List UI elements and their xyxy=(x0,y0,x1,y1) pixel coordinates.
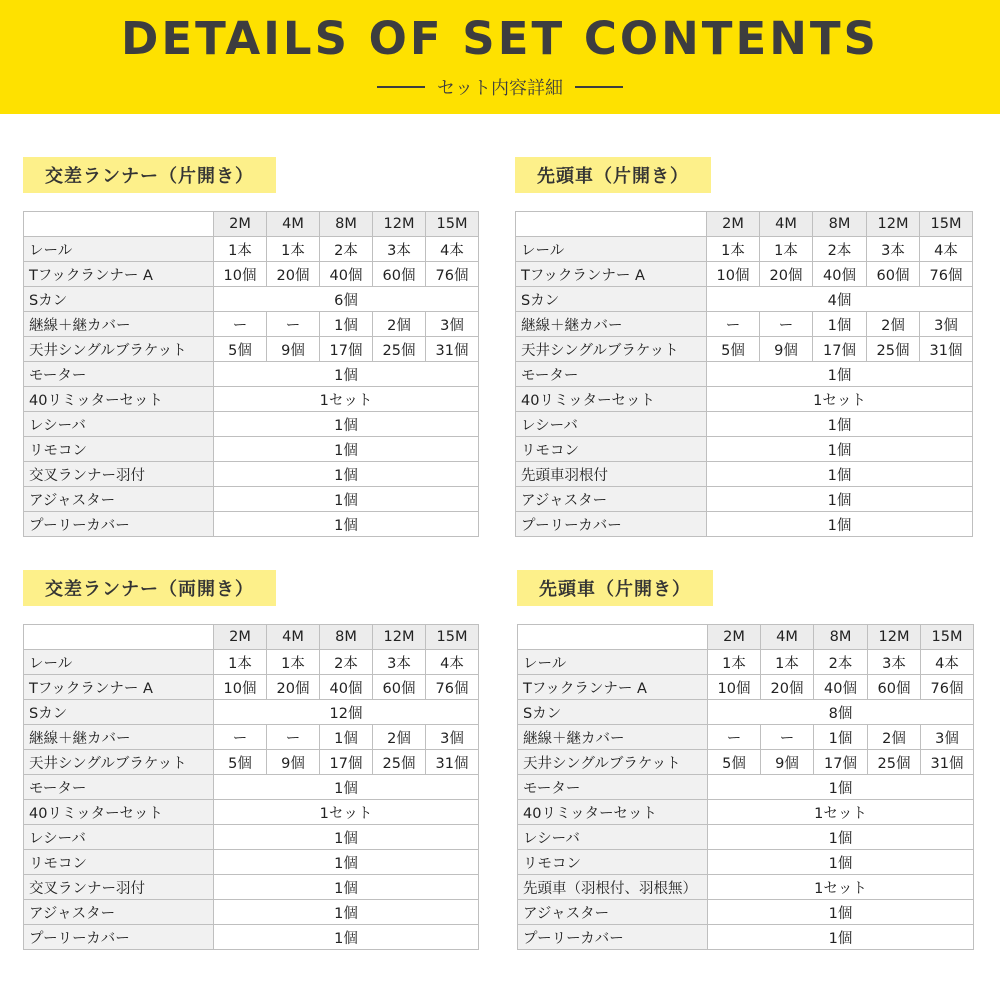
quantity-cell-merged: 1個 xyxy=(707,487,973,512)
quantity-cell: 2個 xyxy=(868,725,921,750)
table-row xyxy=(516,287,973,312)
item-name-cell: アジャスター xyxy=(24,487,214,512)
table-row xyxy=(24,775,479,800)
quantity-cell: 31個 xyxy=(426,337,479,362)
quantity-cell-merged: 1個 xyxy=(708,925,974,950)
quantity-cell-merged: 1セット xyxy=(708,875,974,900)
quantity-cell: 17個 xyxy=(814,750,868,775)
item-name-cell: モーター xyxy=(24,362,214,387)
quantity-cell: ー xyxy=(761,725,814,750)
table-row xyxy=(24,850,479,875)
item-name-cell: Tフックランナー A xyxy=(518,675,708,700)
header-corner-cell xyxy=(516,212,707,237)
quantity-cell: 1個 xyxy=(320,725,373,750)
item-name-cell: レール xyxy=(518,650,708,675)
table-row xyxy=(24,900,479,925)
size-header-cell: 4M xyxy=(267,625,320,650)
item-name-cell: レシーバ xyxy=(516,412,707,437)
item-name-cell: 継線＋継カバー xyxy=(516,312,707,337)
subtitle-left-rule xyxy=(377,86,425,88)
size-header-cell: 4M xyxy=(761,625,814,650)
quantity-cell-merged: 1個 xyxy=(214,487,479,512)
table-row xyxy=(516,312,973,337)
quantity-cell: ー xyxy=(267,725,320,750)
table-row xyxy=(516,487,973,512)
quantity-cell: 25個 xyxy=(868,750,921,775)
quantity-cell-merged: 1個 xyxy=(214,412,479,437)
size-header-cell: 15M xyxy=(920,212,973,237)
item-name-cell: 継線＋継カバー xyxy=(24,312,214,337)
quantity-cell: 1個 xyxy=(814,725,868,750)
quantity-cell: ー xyxy=(214,725,267,750)
item-name-cell: Sカン xyxy=(24,700,214,725)
contents-table xyxy=(23,211,479,537)
item-name-cell: 先頭車羽根付 xyxy=(516,462,707,487)
quantity-cell: 31個 xyxy=(426,750,479,775)
table-row xyxy=(518,775,974,800)
quantity-cell: 9個 xyxy=(761,750,814,775)
contents-table xyxy=(23,624,479,950)
item-name-cell: 天井シングルブラケット xyxy=(24,750,214,775)
page-subtitle: セット内容詳細 xyxy=(437,78,563,99)
quantity-cell: 3本 xyxy=(373,650,426,675)
item-name-cell: 40リミッターセット xyxy=(24,800,214,825)
quantity-cell: 76個 xyxy=(921,675,974,700)
table-row xyxy=(24,437,479,462)
table-row xyxy=(24,462,479,487)
table-row xyxy=(518,650,974,675)
size-header-cell: 15M xyxy=(426,625,479,650)
quantity-cell: 2本 xyxy=(320,237,373,262)
quantity-cell: 3個 xyxy=(426,725,479,750)
quantity-cell-merged: 1セット xyxy=(214,387,479,412)
quantity-cell: 5個 xyxy=(214,337,267,362)
quantity-cell: ー xyxy=(760,312,813,337)
header-corner-cell xyxy=(24,625,214,650)
item-name-cell: レール xyxy=(24,650,214,675)
size-header-cell: 8M xyxy=(814,625,868,650)
quantity-cell: 3本 xyxy=(373,237,426,262)
item-name-cell: プーリーカバー xyxy=(24,512,214,537)
table-row xyxy=(516,262,973,287)
quantity-cell: 40個 xyxy=(320,675,373,700)
item-name-cell: Sカン xyxy=(518,700,708,725)
quantity-cell-merged: 6個 xyxy=(214,287,479,312)
quantity-cell: 2本 xyxy=(320,650,373,675)
size-header-cell: 8M xyxy=(320,625,373,650)
quantity-cell: 5個 xyxy=(214,750,267,775)
table-row xyxy=(24,750,479,775)
item-name-cell: プーリーカバー xyxy=(516,512,707,537)
quantity-cell: 9個 xyxy=(267,337,320,362)
table-row xyxy=(516,387,973,412)
quantity-cell: 1本 xyxy=(267,237,320,262)
quantity-cell-merged: 8個 xyxy=(708,700,974,725)
item-name-cell: Sカン xyxy=(24,287,214,312)
quantity-cell: 25個 xyxy=(867,337,920,362)
table-row xyxy=(24,337,479,362)
table-row xyxy=(516,462,973,487)
table-row xyxy=(518,750,974,775)
table-header-row xyxy=(516,212,973,237)
item-name-cell: モーター xyxy=(518,775,708,800)
quantity-cell: 5個 xyxy=(708,750,761,775)
quantity-cell-merged: 1セット xyxy=(707,387,973,412)
item-name-cell: 交叉ランナー羽付 xyxy=(24,462,214,487)
contents-table xyxy=(515,211,973,537)
item-name-cell: 継線＋継カバー xyxy=(24,725,214,750)
item-name-cell: 交叉ランナー羽付 xyxy=(24,875,214,900)
quantity-cell-merged: 1個 xyxy=(708,900,974,925)
quantity-cell: 2個 xyxy=(867,312,920,337)
table-row xyxy=(518,800,974,825)
quantity-cell-merged: 1個 xyxy=(708,850,974,875)
quantity-cell: ー xyxy=(708,725,761,750)
table-row xyxy=(518,925,974,950)
table-row xyxy=(518,700,974,725)
quantity-cell: 25個 xyxy=(373,750,426,775)
quantity-cell: 10個 xyxy=(707,262,760,287)
quantity-cell: 3本 xyxy=(867,237,920,262)
quantity-cell-merged: 1個 xyxy=(707,362,973,387)
quantity-cell: ー xyxy=(267,312,320,337)
quantity-cell: 1本 xyxy=(708,650,761,675)
quantity-cell-merged: 1個 xyxy=(214,775,479,800)
quantity-cell-merged: 1セット xyxy=(708,800,974,825)
size-header-cell: 8M xyxy=(813,212,867,237)
quantity-cell: 1本 xyxy=(214,237,267,262)
table-row xyxy=(518,850,974,875)
quantity-cell: 20個 xyxy=(761,675,814,700)
quantity-cell: 1本 xyxy=(267,650,320,675)
quantity-cell: 1本 xyxy=(761,650,814,675)
quantity-cell: 2本 xyxy=(814,650,868,675)
table-row xyxy=(24,675,479,700)
item-name-cell: 継線＋継カバー xyxy=(518,725,708,750)
table-row xyxy=(24,387,479,412)
item-name-cell: レシーバ xyxy=(24,825,214,850)
size-header-cell: 15M xyxy=(426,212,479,237)
page-title: DETAILS OF SET CONTENTS xyxy=(121,12,879,65)
quantity-cell: 4本 xyxy=(920,237,973,262)
quantity-cell: 1本 xyxy=(214,650,267,675)
table-row xyxy=(516,237,973,262)
table-row xyxy=(518,875,974,900)
size-header-cell: 12M xyxy=(373,212,426,237)
quantity-cell-merged: 12個 xyxy=(214,700,479,725)
table-row xyxy=(24,925,479,950)
item-name-cell: リモコン xyxy=(518,850,708,875)
item-name-cell: Sカン xyxy=(516,287,707,312)
table-row xyxy=(24,700,479,725)
quantity-cell: 40個 xyxy=(813,262,867,287)
table-row xyxy=(24,800,479,825)
quantity-cell: 2個 xyxy=(373,312,426,337)
quantity-cell: 3本 xyxy=(868,650,921,675)
table-row xyxy=(24,362,479,387)
item-name-cell: プーリーカバー xyxy=(518,925,708,950)
quantity-cell: 2本 xyxy=(813,237,867,262)
item-name-cell: 40リミッターセット xyxy=(24,387,214,412)
header-banner xyxy=(0,0,1000,114)
quantity-cell: 17個 xyxy=(813,337,867,362)
header-corner-cell xyxy=(518,625,708,650)
size-header-cell: 12M xyxy=(373,625,426,650)
section-title: 先頭車（片開き） xyxy=(515,157,711,193)
header-corner-cell xyxy=(24,212,214,237)
size-header-cell: 2M xyxy=(707,212,760,237)
quantity-cell-merged: 1個 xyxy=(214,825,479,850)
subtitle-right-rule xyxy=(575,86,623,88)
quantity-cell: 5個 xyxy=(707,337,760,362)
quantity-cell: 60個 xyxy=(867,262,920,287)
item-name-cell: 天井シングルブラケット xyxy=(24,337,214,362)
quantity-cell-merged: 1個 xyxy=(707,512,973,537)
size-header-cell: 4M xyxy=(760,212,813,237)
size-header-cell: 4M xyxy=(267,212,320,237)
item-name-cell: レシーバ xyxy=(518,825,708,850)
quantity-cell-merged: 1個 xyxy=(214,362,479,387)
item-name-cell: アジャスター xyxy=(518,900,708,925)
quantity-cell-merged: 1セット xyxy=(214,800,479,825)
quantity-cell: 10個 xyxy=(214,675,267,700)
item-name-cell: レール xyxy=(24,237,214,262)
quantity-cell: 9個 xyxy=(760,337,813,362)
item-name-cell: レール xyxy=(516,237,707,262)
quantity-cell-merged: 1個 xyxy=(214,437,479,462)
size-header-cell: 2M xyxy=(708,625,761,650)
item-name-cell: 天井シングルブラケット xyxy=(518,750,708,775)
quantity-cell: 17個 xyxy=(320,337,373,362)
quantity-cell: 2個 xyxy=(373,725,426,750)
quantity-cell-merged: 1個 xyxy=(708,825,974,850)
quantity-cell-merged: 1個 xyxy=(214,462,479,487)
item-name-cell: 40リミッターセット xyxy=(518,800,708,825)
item-name-cell: 40リミッターセット xyxy=(516,387,707,412)
quantity-cell: ー xyxy=(707,312,760,337)
quantity-cell: 60個 xyxy=(373,675,426,700)
table-row xyxy=(24,262,479,287)
item-name-cell: Tフックランナー A xyxy=(24,262,214,287)
table-row xyxy=(518,725,974,750)
quantity-cell: 9個 xyxy=(267,750,320,775)
table-row xyxy=(516,512,973,537)
table-header-row xyxy=(24,212,479,237)
quantity-cell-merged: 1個 xyxy=(707,412,973,437)
quantity-cell-merged: 1個 xyxy=(708,775,974,800)
item-name-cell: リモコン xyxy=(24,850,214,875)
section-title: 先頭車（片開き） xyxy=(517,570,713,606)
quantity-cell: 1個 xyxy=(320,312,373,337)
quantity-cell-merged: 1個 xyxy=(214,850,479,875)
quantity-cell: 40個 xyxy=(320,262,373,287)
table-row xyxy=(24,512,479,537)
table-row xyxy=(24,875,479,900)
section-title: 交差ランナー（片開き） xyxy=(23,157,276,193)
table-row xyxy=(24,650,479,675)
table-header-row xyxy=(24,625,479,650)
table-row xyxy=(518,825,974,850)
table-row xyxy=(24,487,479,512)
quantity-cell: 1個 xyxy=(813,312,867,337)
quantity-cell-merged: 1個 xyxy=(214,512,479,537)
table-row xyxy=(516,337,973,362)
quantity-cell: 3個 xyxy=(921,725,974,750)
item-name-cell: 先頭車（羽根付、羽根無） xyxy=(518,875,708,900)
item-name-cell: アジャスター xyxy=(24,900,214,925)
quantity-cell: 76個 xyxy=(426,675,479,700)
item-name-cell: モーター xyxy=(24,775,214,800)
size-header-cell: 12M xyxy=(868,625,921,650)
page-subtitle-row xyxy=(0,74,1000,100)
quantity-cell: 25個 xyxy=(373,337,426,362)
quantity-cell: 1本 xyxy=(707,237,760,262)
contents-table xyxy=(517,624,974,950)
quantity-cell: 20個 xyxy=(760,262,813,287)
quantity-cell: 17個 xyxy=(320,750,373,775)
table-row xyxy=(24,825,479,850)
table-row xyxy=(518,900,974,925)
quantity-cell-merged: 1個 xyxy=(214,925,479,950)
quantity-cell: 3個 xyxy=(426,312,479,337)
item-name-cell: リモコン xyxy=(516,437,707,462)
size-header-cell: 8M xyxy=(320,212,373,237)
quantity-cell-merged: 1個 xyxy=(707,437,973,462)
item-name-cell: レシーバ xyxy=(24,412,214,437)
size-header-cell: 12M xyxy=(867,212,920,237)
item-name-cell: Tフックランナー A xyxy=(516,262,707,287)
quantity-cell: 31個 xyxy=(920,337,973,362)
item-name-cell: 天井シングルブラケット xyxy=(516,337,707,362)
size-header-cell: 15M xyxy=(921,625,974,650)
quantity-cell: 76個 xyxy=(920,262,973,287)
quantity-cell: 60個 xyxy=(373,262,426,287)
table-row xyxy=(24,725,479,750)
table-row xyxy=(516,412,973,437)
table-row xyxy=(516,437,973,462)
quantity-cell: ー xyxy=(214,312,267,337)
quantity-cell: 3個 xyxy=(920,312,973,337)
size-header-cell: 2M xyxy=(214,212,267,237)
table-row xyxy=(518,675,974,700)
table-row xyxy=(24,312,479,337)
item-name-cell: モーター xyxy=(516,362,707,387)
quantity-cell: 4本 xyxy=(426,650,479,675)
table-row xyxy=(24,237,479,262)
quantity-cell-merged: 1個 xyxy=(214,875,479,900)
quantity-cell-merged: 4個 xyxy=(707,287,973,312)
quantity-cell: 4本 xyxy=(921,650,974,675)
item-name-cell: Tフックランナー A xyxy=(24,675,214,700)
quantity-cell: 20個 xyxy=(267,262,320,287)
quantity-cell: 10個 xyxy=(708,675,761,700)
item-name-cell: リモコン xyxy=(24,437,214,462)
quantity-cell: 60個 xyxy=(868,675,921,700)
quantity-cell: 31個 xyxy=(921,750,974,775)
quantity-cell: 40個 xyxy=(814,675,868,700)
section-title: 交差ランナー（両開き） xyxy=(23,570,276,606)
quantity-cell: 4本 xyxy=(426,237,479,262)
size-header-cell: 2M xyxy=(214,625,267,650)
quantity-cell: 10個 xyxy=(214,262,267,287)
table-row xyxy=(24,412,479,437)
table-row xyxy=(516,362,973,387)
quantity-cell: 20個 xyxy=(267,675,320,700)
quantity-cell-merged: 1個 xyxy=(214,900,479,925)
item-name-cell: アジャスター xyxy=(516,487,707,512)
quantity-cell: 76個 xyxy=(426,262,479,287)
table-header-row xyxy=(518,625,974,650)
table-row xyxy=(24,287,479,312)
quantity-cell: 1本 xyxy=(760,237,813,262)
quantity-cell-merged: 1個 xyxy=(707,462,973,487)
item-name-cell: プーリーカバー xyxy=(24,925,214,950)
